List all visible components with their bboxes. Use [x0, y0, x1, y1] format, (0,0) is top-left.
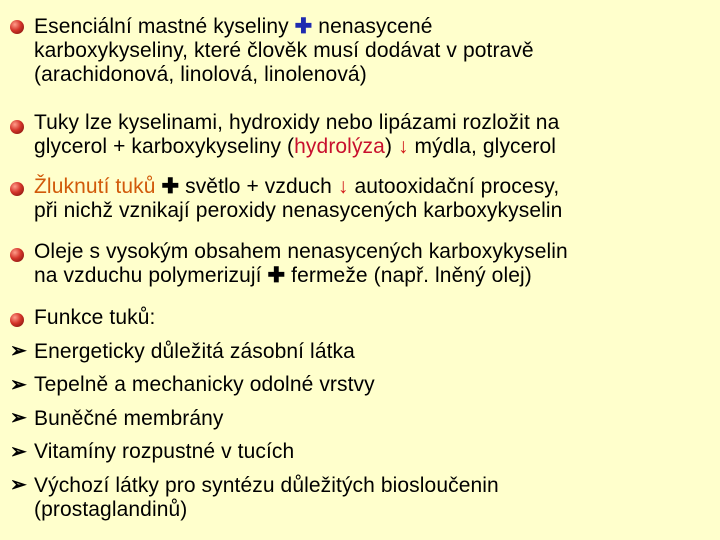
arrowhead-bullet-icon: ➢	[10, 441, 27, 463]
text-line: Výchozí látky pro syntézu důležitých biosloučenin	[34, 474, 499, 497]
text-line: Oleje s vysokým obsahem nenasycených karboxykyselin	[34, 240, 568, 263]
text-span: Esenciální mastné kyseliny	[34, 15, 289, 38]
red-ball-bullet-icon	[10, 20, 24, 34]
text-span: )	[384, 135, 393, 158]
text-span: nenasycené	[318, 15, 433, 38]
plus-icon: ✚	[267, 264, 286, 287]
text-line: (arachidonová, linolová, linolenová)	[34, 63, 367, 86]
arrowhead-bullet-icon: ➢	[10, 374, 27, 396]
text-line	[34, 264, 720, 288]
text-line: Buněčné membrány	[34, 407, 224, 430]
highlight-term: hydrolýza	[294, 135, 385, 158]
text-span: na vzduchu polymerizují	[34, 264, 262, 287]
red-ball-bullet-icon	[10, 120, 24, 134]
red-ball-bullet-icon	[10, 313, 24, 327]
text-span: mýdla, glycerol	[414, 135, 557, 158]
plus-icon: ✚	[161, 175, 180, 198]
text-line: při nichž vznikají peroxidy nenasycených karboxykyselin	[34, 199, 563, 222]
text-line: Tuky lze kyselinami, hydroxidy nebo lipázami rozložit na	[34, 111, 560, 134]
red-ball-bullet-icon	[10, 248, 24, 262]
text-line	[34, 135, 720, 159]
text-line: Energeticky důležitá zásobní látka	[34, 340, 355, 363]
text-span: fermeže (např. lněný olej)	[291, 264, 532, 287]
text-line: karboxykyseliny, které člověk musí dodávat v potravě	[34, 39, 534, 62]
text-span: glycerol + karboxykyseliny (	[34, 135, 295, 158]
plus-icon: ✚	[294, 15, 313, 38]
down-arrow-icon: ↓	[337, 175, 349, 198]
text-line	[34, 175, 720, 199]
text-span: světlo + vzduch	[185, 175, 332, 198]
arrowhead-bullet-icon: ➢	[10, 407, 27, 429]
arrowhead-bullet-icon: ➢	[10, 340, 27, 362]
text-span: Žluknutí tuků	[34, 175, 156, 198]
red-ball-bullet-icon	[10, 182, 24, 196]
down-arrow-icon: ↓	[397, 135, 409, 158]
text-line	[34, 15, 720, 39]
text-span: autooxidační procesy,	[354, 175, 560, 198]
text-line: Tepelně a mechanicky odolné vrstvy	[34, 373, 375, 396]
text-line: (prostaglandinů)	[34, 498, 188, 521]
arrowhead-bullet-icon: ➢	[10, 474, 27, 496]
text-line: Vitamíny rozpustné v tucích	[34, 440, 295, 463]
text-line: Funkce tuků:	[34, 306, 156, 329]
